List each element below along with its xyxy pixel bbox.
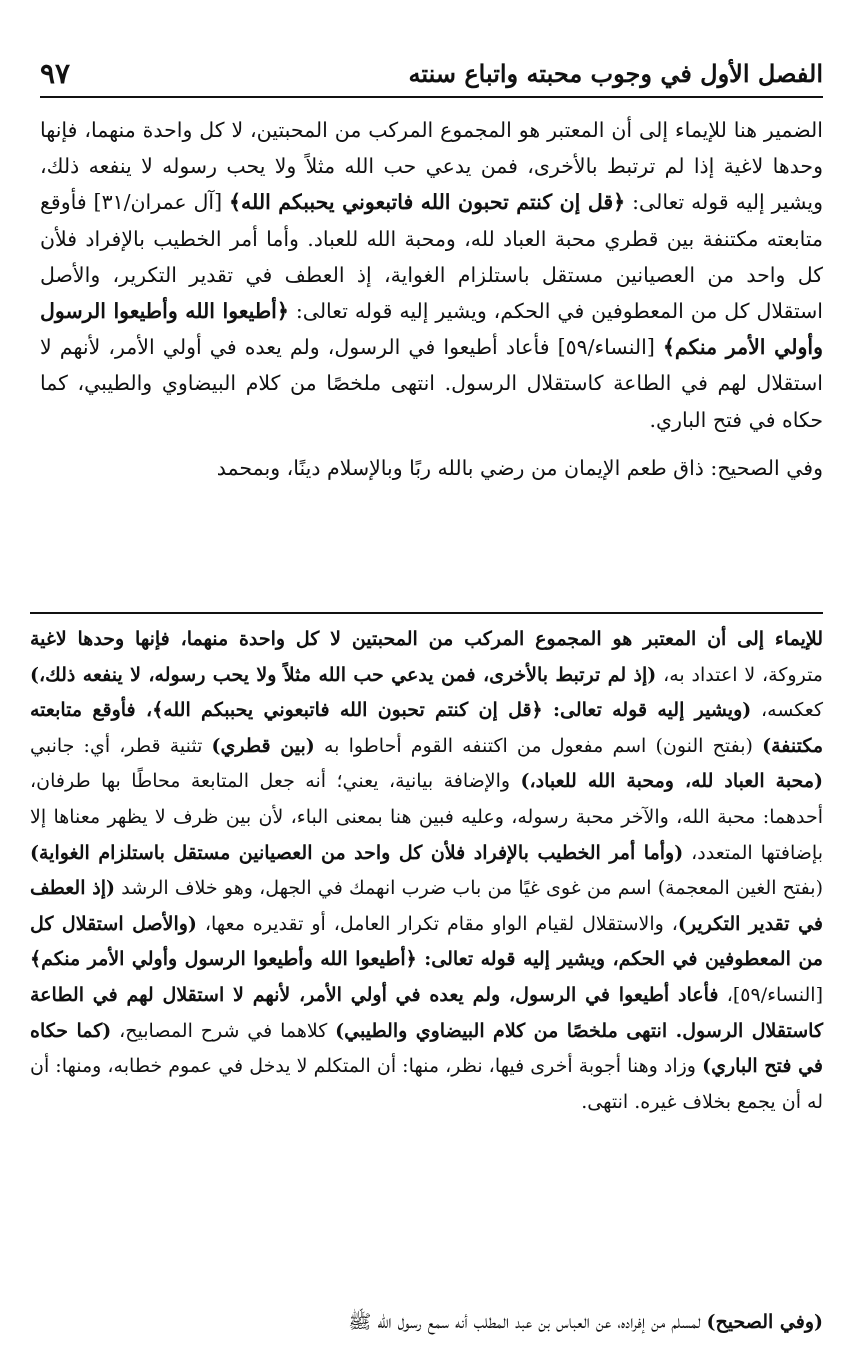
page-header bbox=[40, 52, 823, 98]
page-number: ٩٧ bbox=[40, 57, 71, 90]
commentary-next-paragraph: (وفي الصحيح) لمسلم من إفراده، عن العباس بن عبد المطلب أنه سمع رسول الله ﷺ bbox=[348, 1311, 823, 1333]
main-paragraph: الضمير هنا للإيماء إلى أن المعتبر هو المجموع المركب من المحبتين، لا كل واحدة منهما، فإنها وحدها لاغية إذا لم ترتبط بالأخرى، فمن يدعي حب الله مثلاً ولا يحب رسوله لا ينفعه ذلك، ويشير إليه قوله تعالى: ﴿قل إن كنتم تحبون الله فاتبعوني يحببكم الله﴾ [آل عمران/٣١] فأوقع متابعته مكتنفة بين قطري محبة العباد لله، ومحبة الله للعباد. وأما أمر الخطيب بالإفراد فلأن كل واحد من العصيانين مستقل باستلزام الغواية، إذ العطف في تقدير التكرير، والأصل استقلال كل من المعطوفين في الحكم، ويشير إليه قوله تعالى: ﴿أطيعوا الله وأطيعوا الرسول وأولي الأمر منكم﴾ [النساء/٥٩] فأعاد أطيعوا في الرسول، ولم يعده في أولي الأمر، لأنهم لا استقلال لهم في الطاعة كاستقلال الرسول. انتهى ملخصًا من كلام البيضاوي والطيبي، كما حكاه في فتح الباري. bbox=[40, 118, 823, 432]
quran-verse: ﴿قل إن كنتم تحبون الله فاتبعوني يحببكم الله﴾ bbox=[229, 190, 626, 215]
footnote-separator bbox=[30, 612, 823, 614]
quran-verse: ﴿أطيعوا الله وأطيعوا الرسول وأولي الأمر منكم﴾ bbox=[40, 299, 823, 360]
commentary-text bbox=[30, 622, 823, 1120]
commentary-paragraph: للإيماء إلى أن المعتبر هو المجموع المركب من المحبتين لا كل واحدة منهما، فإنها وحدها لاغية متروكة، لا اعتداد به، (إذ لم ترتبط بالأخرى، فمن يدعي حب الله مثلاً ولا يحب رسوله، لا ينفعه ذلك،) كعكسه، (ويشير إليه قوله تعالى: ﴿قل إن كنتم تحبون الله فاتبعوني يحببكم الله﴾، فأوقع متابعته مكتنفة) (بفتح النون) اسم مفعول من اكتنفه القوم أحاطوا به (بين قطري) تثنية قطر، أي: جانبي (محبة العباد لله، ومحبة الله للعباد،) والإضافة بيانية، يعني؛ أنه جعل المتابعة محاطًا بها طرفان، أحدهما: محبة الله، والآخر محبة رسوله، وعليه فبين هنا بمعنى الباء، لأن بين ظرف لا يظهر معناها إلا بإضافتها المتعدد، (وأما أمر الخطيب بالإفراد فلأن كل واحد من العصيانين مستقل باستلزام الغواية) (بفتح الغين المعجمة) اسم من غوى غيًا من باب ضرب انهمك في الجهل، وهو خلاف الرشد (إذ العطف في تقدير التكرير)، والاستقلال لقيام الواو مقام تكرار العامل، أو تقديره معها، (والأصل استقلال كل من المعطوفين في الحكم، ويشير إليه قوله تعالى: ﴿أطيعوا الله وأطيعوا الرسول وأولي الأمر منكم﴾ [النساء/٥٩]، فأعاد أطيعوا في الرسول، ولم يعده في أولي الأمر، لأنهم لا استقلال لهم في الطاعة كاستقلال الرسول. انتهى ملخصًا من كلام البيضاوي والطيبي) كلاهما في شرح المصابيح، (كما حكاه في فتح الباري) وزاد وهنا أجوبة أخرى فيها، نظر، منها: أن المتكلم لا يدخل في عموم خطابه، ومنها: أن له أن يجمع بخلاف غيره. انتهى. bbox=[30, 628, 824, 1113]
main-text bbox=[40, 112, 823, 486]
main-paragraph-continued: وفي الصحيح: ذاق طعم الإيمان من رضي بالله ربًا وبالإسلام دينًا، وبمحمد bbox=[216, 455, 823, 480]
chapter-title: الفصل الأول في وجوب محبته واتباع سنته bbox=[408, 59, 823, 88]
